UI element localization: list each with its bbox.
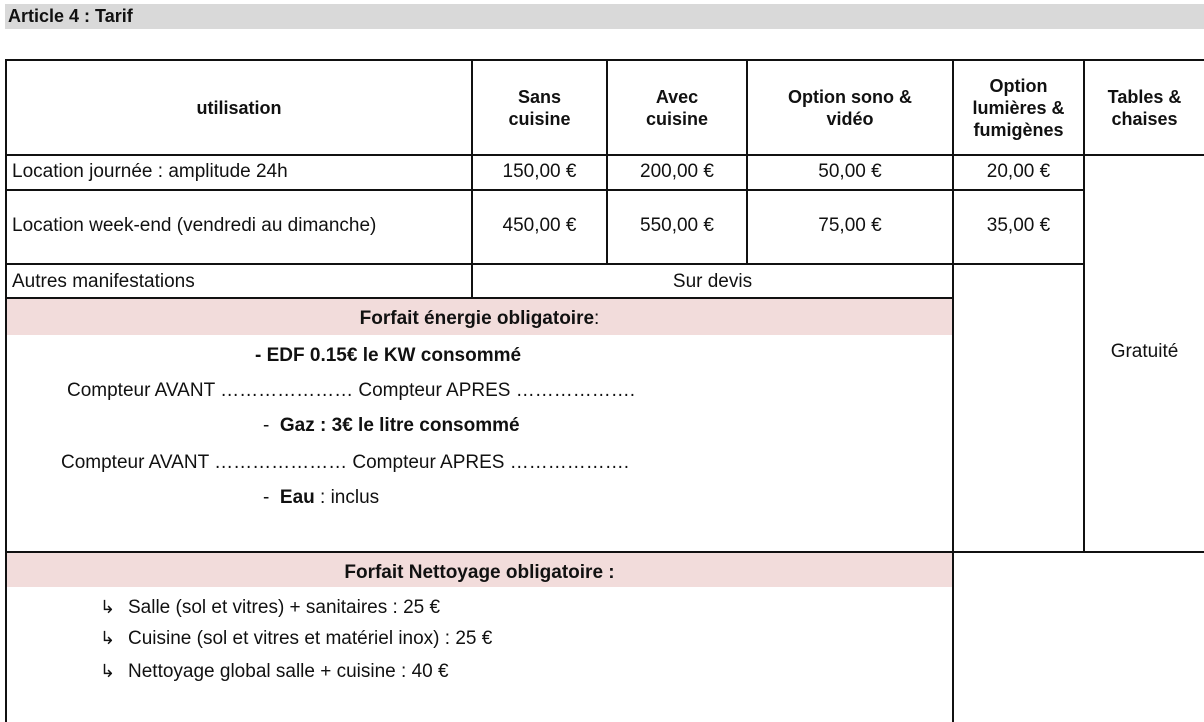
nettoyage-title: Forfait Nettoyage obligatoire : bbox=[344, 562, 615, 583]
energie-eau-bold: Eau bbox=[279, 487, 315, 508]
price-journee-lumieres: 20,00 € bbox=[986, 161, 1051, 182]
table-border-left bbox=[5, 59, 7, 722]
table-rule bbox=[5, 154, 1204, 156]
header-sono-line2: vidéo bbox=[826, 108, 874, 129]
header-utilisation-label: utilisation bbox=[196, 97, 282, 118]
header-sans-line2: cuisine bbox=[508, 108, 571, 129]
energie-title-suffix: : bbox=[594, 308, 600, 329]
header-sono bbox=[748, 61, 952, 154]
price-weekend-sans: 450,00 € bbox=[502, 215, 577, 236]
header-tables-line1: Tables & bbox=[1107, 86, 1182, 107]
nettoyage-item bbox=[100, 596, 440, 619]
price-weekend-avec: 550,00 € bbox=[640, 215, 714, 236]
header-avec-line1: Avec bbox=[655, 86, 699, 107]
energie-edf: - EDF 0.15€ le KW consommé bbox=[255, 345, 522, 366]
nettoyage-item bbox=[100, 660, 449, 683]
price-weekend-sono: 75,00 € bbox=[818, 215, 882, 236]
hook-arrow-icon: ↳ bbox=[100, 628, 116, 648]
table-rule bbox=[5, 189, 1085, 191]
header-lumieres-line1: Option bbox=[989, 75, 1048, 96]
row-label-autres: Autres manifestations bbox=[12, 271, 195, 292]
header-sono-line1: Option sono & bbox=[788, 86, 912, 107]
table-rule bbox=[5, 551, 1204, 553]
energie-compteur-edf: Compteur AVANT ………………… Compteur APRES ………………. bbox=[67, 380, 636, 401]
header-lumieres-line3: fumigènes bbox=[973, 119, 1064, 140]
header-tables-line2: chaises bbox=[1111, 108, 1178, 129]
autres-sur-devis: Sur devis bbox=[672, 271, 753, 292]
table-rule bbox=[5, 297, 954, 299]
price-journee-avec: 200,00 € bbox=[640, 161, 714, 182]
nettoyage-item-text: Cuisine (sol et vitres et matériel inox) : 25 € bbox=[128, 628, 493, 649]
energie-eau-dash: - bbox=[263, 487, 270, 508]
row-label-weekend: Location week-end (vendredi au dimanche) bbox=[12, 215, 377, 236]
energie-compteur-gaz: Compteur AVANT ………………… Compteur APRES ………………. bbox=[61, 452, 630, 473]
header-utilisation bbox=[7, 61, 471, 154]
nettoyage-item bbox=[100, 627, 492, 650]
nettoyage-item-text: Salle (sol et vitres) + sanitaires : 25 € bbox=[128, 597, 441, 618]
nettoyage-item-text: Nettoyage global salle + cuisine : 40 € bbox=[128, 661, 449, 682]
hook-arrow-icon: ↳ bbox=[100, 597, 116, 617]
hook-arrow-icon: ↳ bbox=[100, 661, 116, 681]
table-rule bbox=[5, 263, 1085, 265]
header-sans-cuisine bbox=[473, 61, 606, 154]
tables-gratuite: Gratuité bbox=[1110, 341, 1179, 362]
row-label-journee: Location journée : amplitude 24h bbox=[12, 161, 288, 182]
col-divider bbox=[952, 59, 954, 722]
price-journee-sono: 50,00 € bbox=[818, 161, 882, 182]
header-sans-line1: Sans bbox=[517, 86, 562, 107]
energie-title bbox=[7, 308, 952, 330]
section-title: Article 4 : Tarif bbox=[5, 4, 1204, 29]
energie-gaz bbox=[263, 415, 520, 437]
price-journee-sans: 150,00 € bbox=[502, 161, 577, 182]
header-lumieres-line2: lumières & bbox=[972, 97, 1065, 118]
header-avec-cuisine bbox=[608, 61, 746, 154]
energie-eau bbox=[263, 487, 379, 509]
energie-gaz-dash: - bbox=[263, 415, 270, 436]
energie-gaz-text: Gaz : 3€ le litre consommé bbox=[279, 415, 520, 436]
header-lumieres bbox=[954, 61, 1083, 154]
energie-title-bold: Forfait énergie obligatoire bbox=[359, 308, 595, 329]
price-weekend-lumieres: 35,00 € bbox=[986, 215, 1051, 236]
header-avec-line2: cuisine bbox=[645, 108, 709, 129]
header-tables bbox=[1085, 61, 1204, 154]
energie-eau-rest: : inclus bbox=[314, 487, 380, 508]
